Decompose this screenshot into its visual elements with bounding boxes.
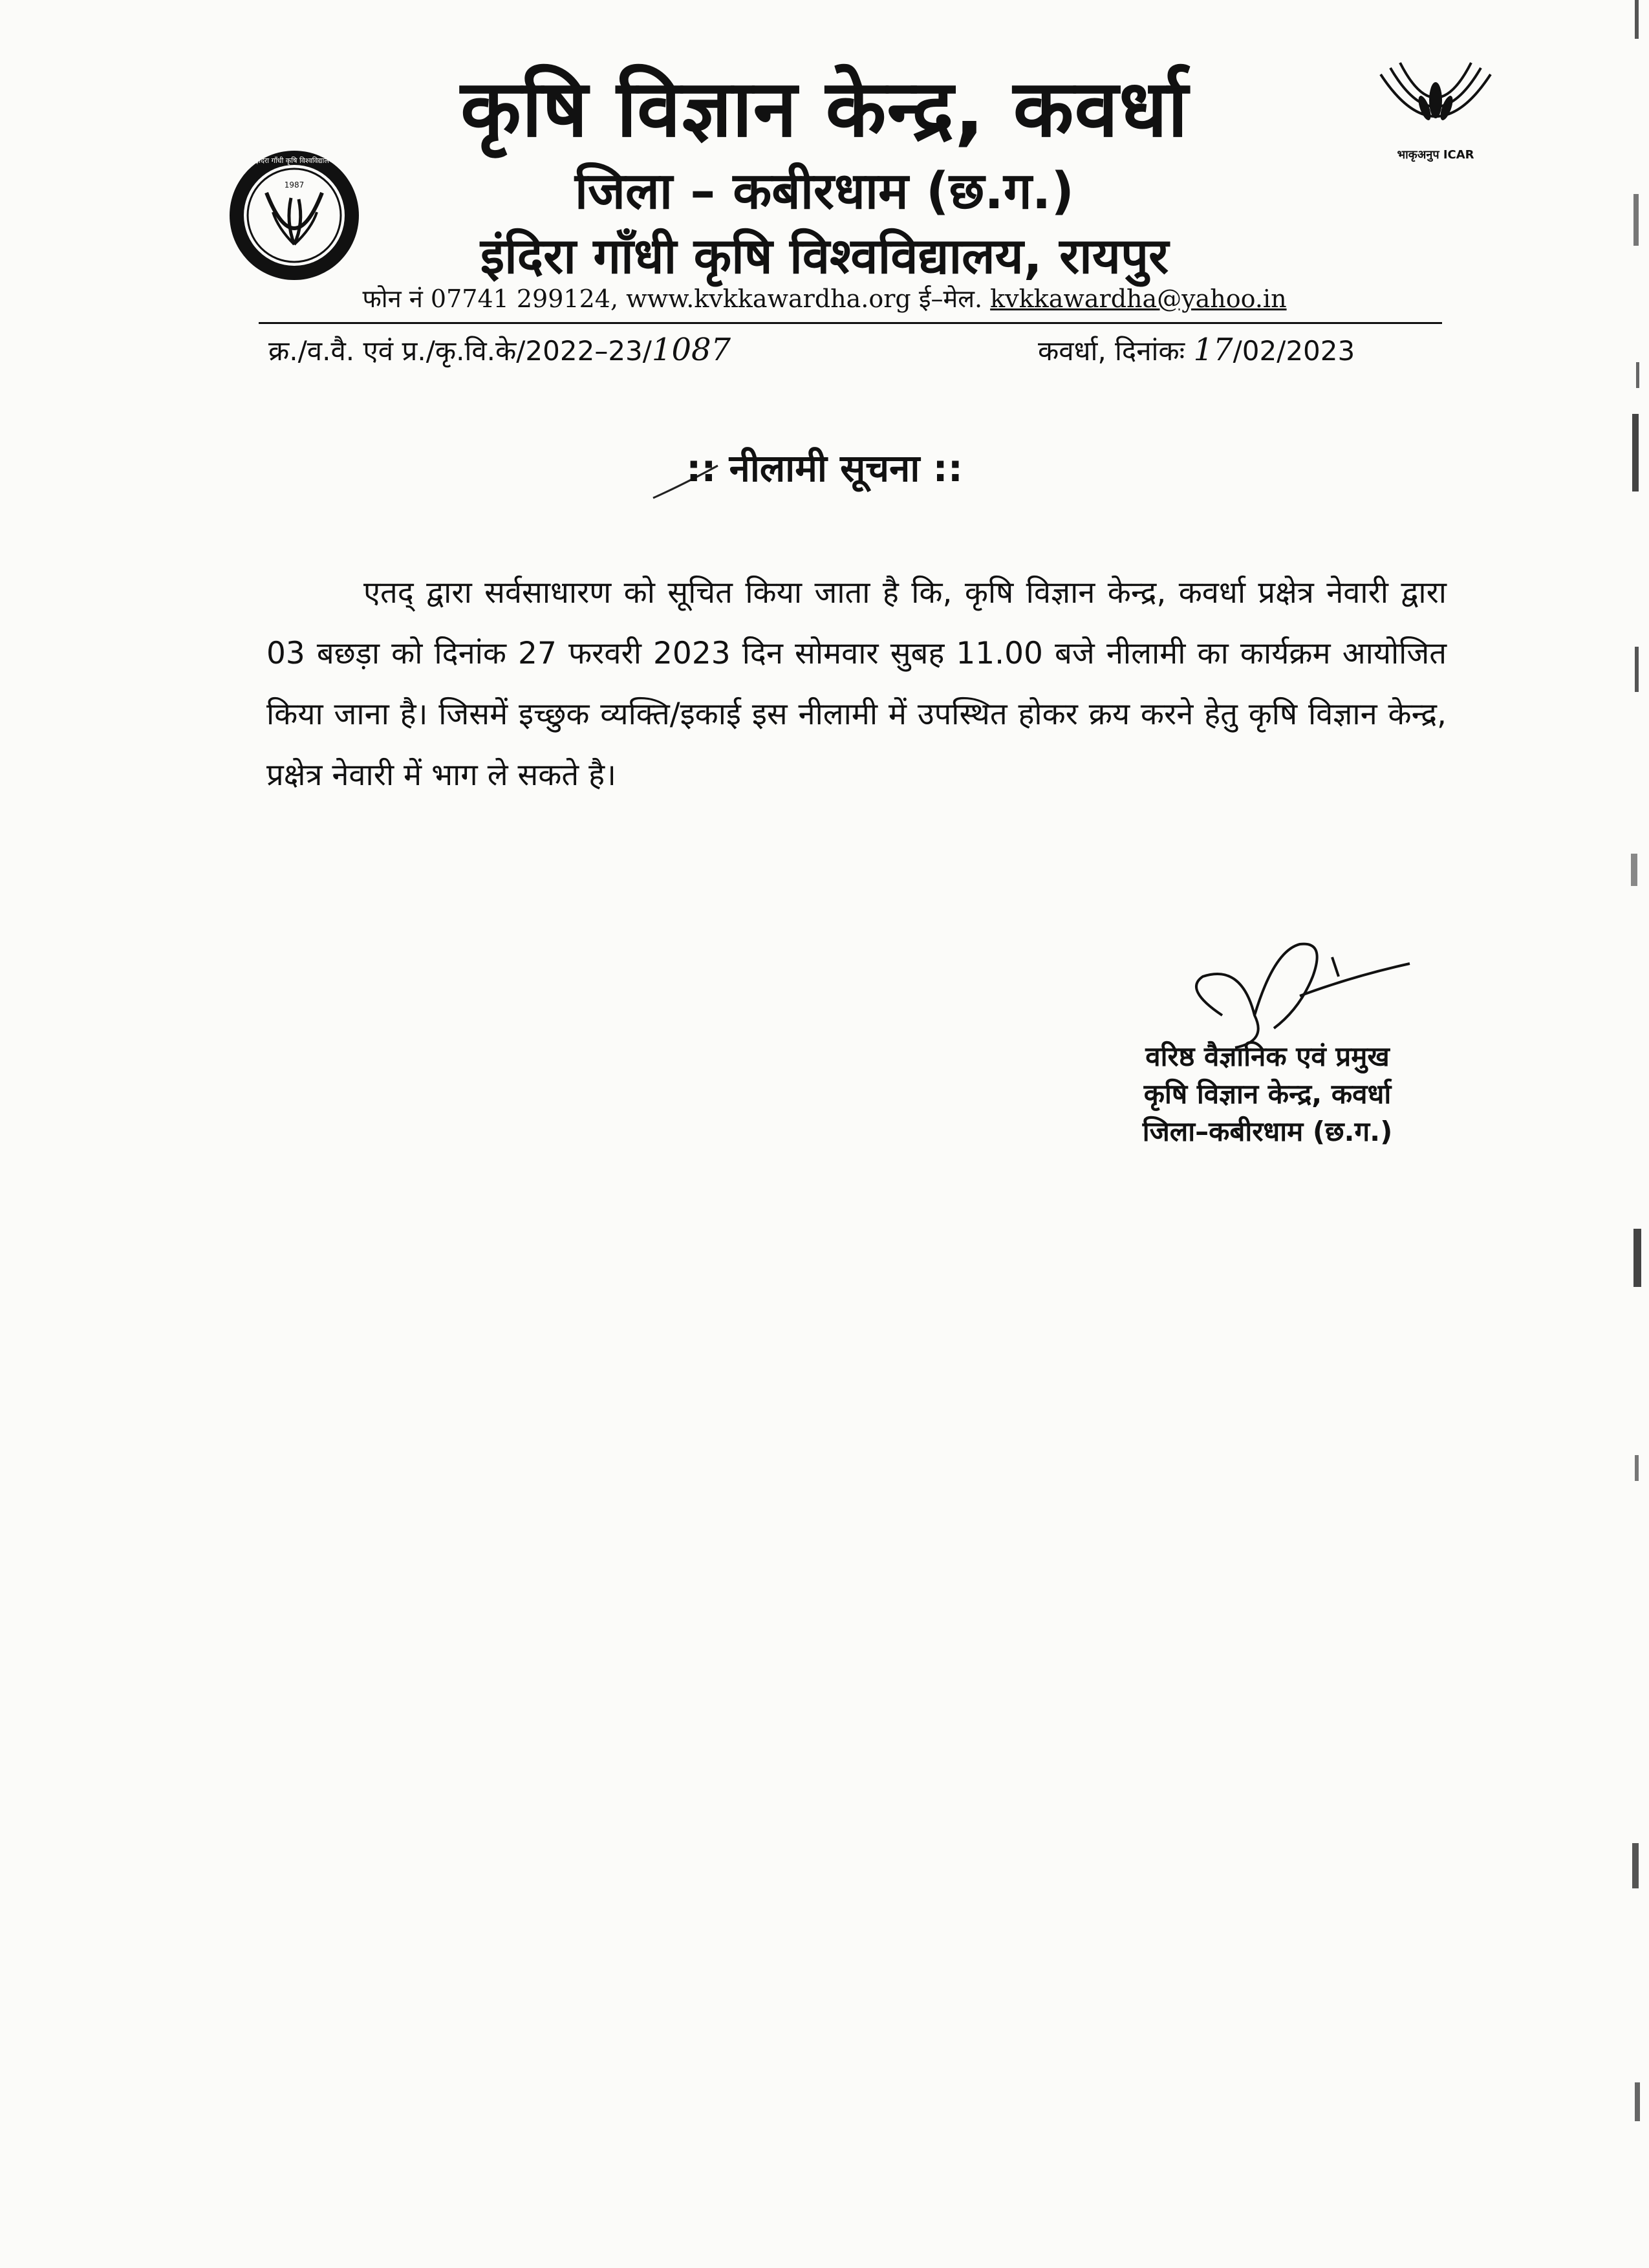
svg-text:इंदिरा गाँधी कृषि विश्वविद्याल: इंदिरा गाँधी कृषि विश्वविद्यालय xyxy=(255,157,334,165)
website-link[interactable]: www.kvkkawardha.org xyxy=(626,285,911,313)
reference-number xyxy=(268,330,731,370)
letterhead-university: इंदिरा गाँधी कृषि विश्वविद्यालय, रायपुर xyxy=(480,227,1169,285)
reference-handwritten-number: 1087 xyxy=(651,332,731,368)
email-link[interactable]: kvkkawardha@yahoo.in xyxy=(990,285,1287,313)
date-prefix: कवर्धा, दिनांकः xyxy=(1038,335,1185,367)
date-month-year: /02/2023 xyxy=(1233,335,1355,367)
date-handwritten-day: 17 xyxy=(1193,332,1233,368)
letter-date xyxy=(1038,330,1355,370)
reference-prefix: क्र./व.वै. एवं प्र./कृ.वि.के/2022–23/ xyxy=(268,335,652,367)
signatory-district: जिला–कबीरधाम (छ.ग.) xyxy=(1142,1116,1393,1147)
letterhead-district: जिला – कबीरधाम (छ.ग.) xyxy=(574,162,1075,221)
notice-body: एतद् द्वारा सर्वसाधारण को सूचित किया जाता है कि, कृषि विज्ञान केन्द्र, कवर्धा प्रक्षेत्र नेवारी द्वारा 03 बछड़ा को दिनांक 27 फरवरी 2023 दिन सोमवार सुबह 11.00 बजे नीलामी का कार्यक्रम आयोजित किया जाना है। जिसमें इच्छुक व्यक्ति/इकाई इस नीलामी में उपस्थित होकर क्रय करने हेतु कृषि विज्ञान केन्द्र, प्रक्षेत्र नेवारी में भाग ले सकते है। xyxy=(266,575,1447,793)
contact-line xyxy=(0,285,1649,314)
svg-text:1987: 1987 xyxy=(284,180,305,189)
svg-text:भाकृअनुप ICAR: भाकृअनुप ICAR xyxy=(1397,148,1474,162)
email-label: ई–मेल. xyxy=(918,285,983,313)
letterhead-title: कृषि विज्ञान केन्द्र, कवर्धा xyxy=(460,63,1189,155)
signature-block xyxy=(1061,1038,1474,1150)
signatory-office: कृषि विज्ञान केन्द्र, कवर्धा xyxy=(1143,1078,1392,1110)
notice-title: :: नीलामी सूचना :: xyxy=(686,446,963,490)
signatory-designation: वरिष्ठ वैज्ञानिक एवं प्रमुख xyxy=(1145,1041,1390,1072)
phone-number: फोन नं 07741 299124, xyxy=(362,285,619,313)
header-divider xyxy=(259,322,1442,324)
scan-edge-artifact xyxy=(1623,0,1649,2268)
